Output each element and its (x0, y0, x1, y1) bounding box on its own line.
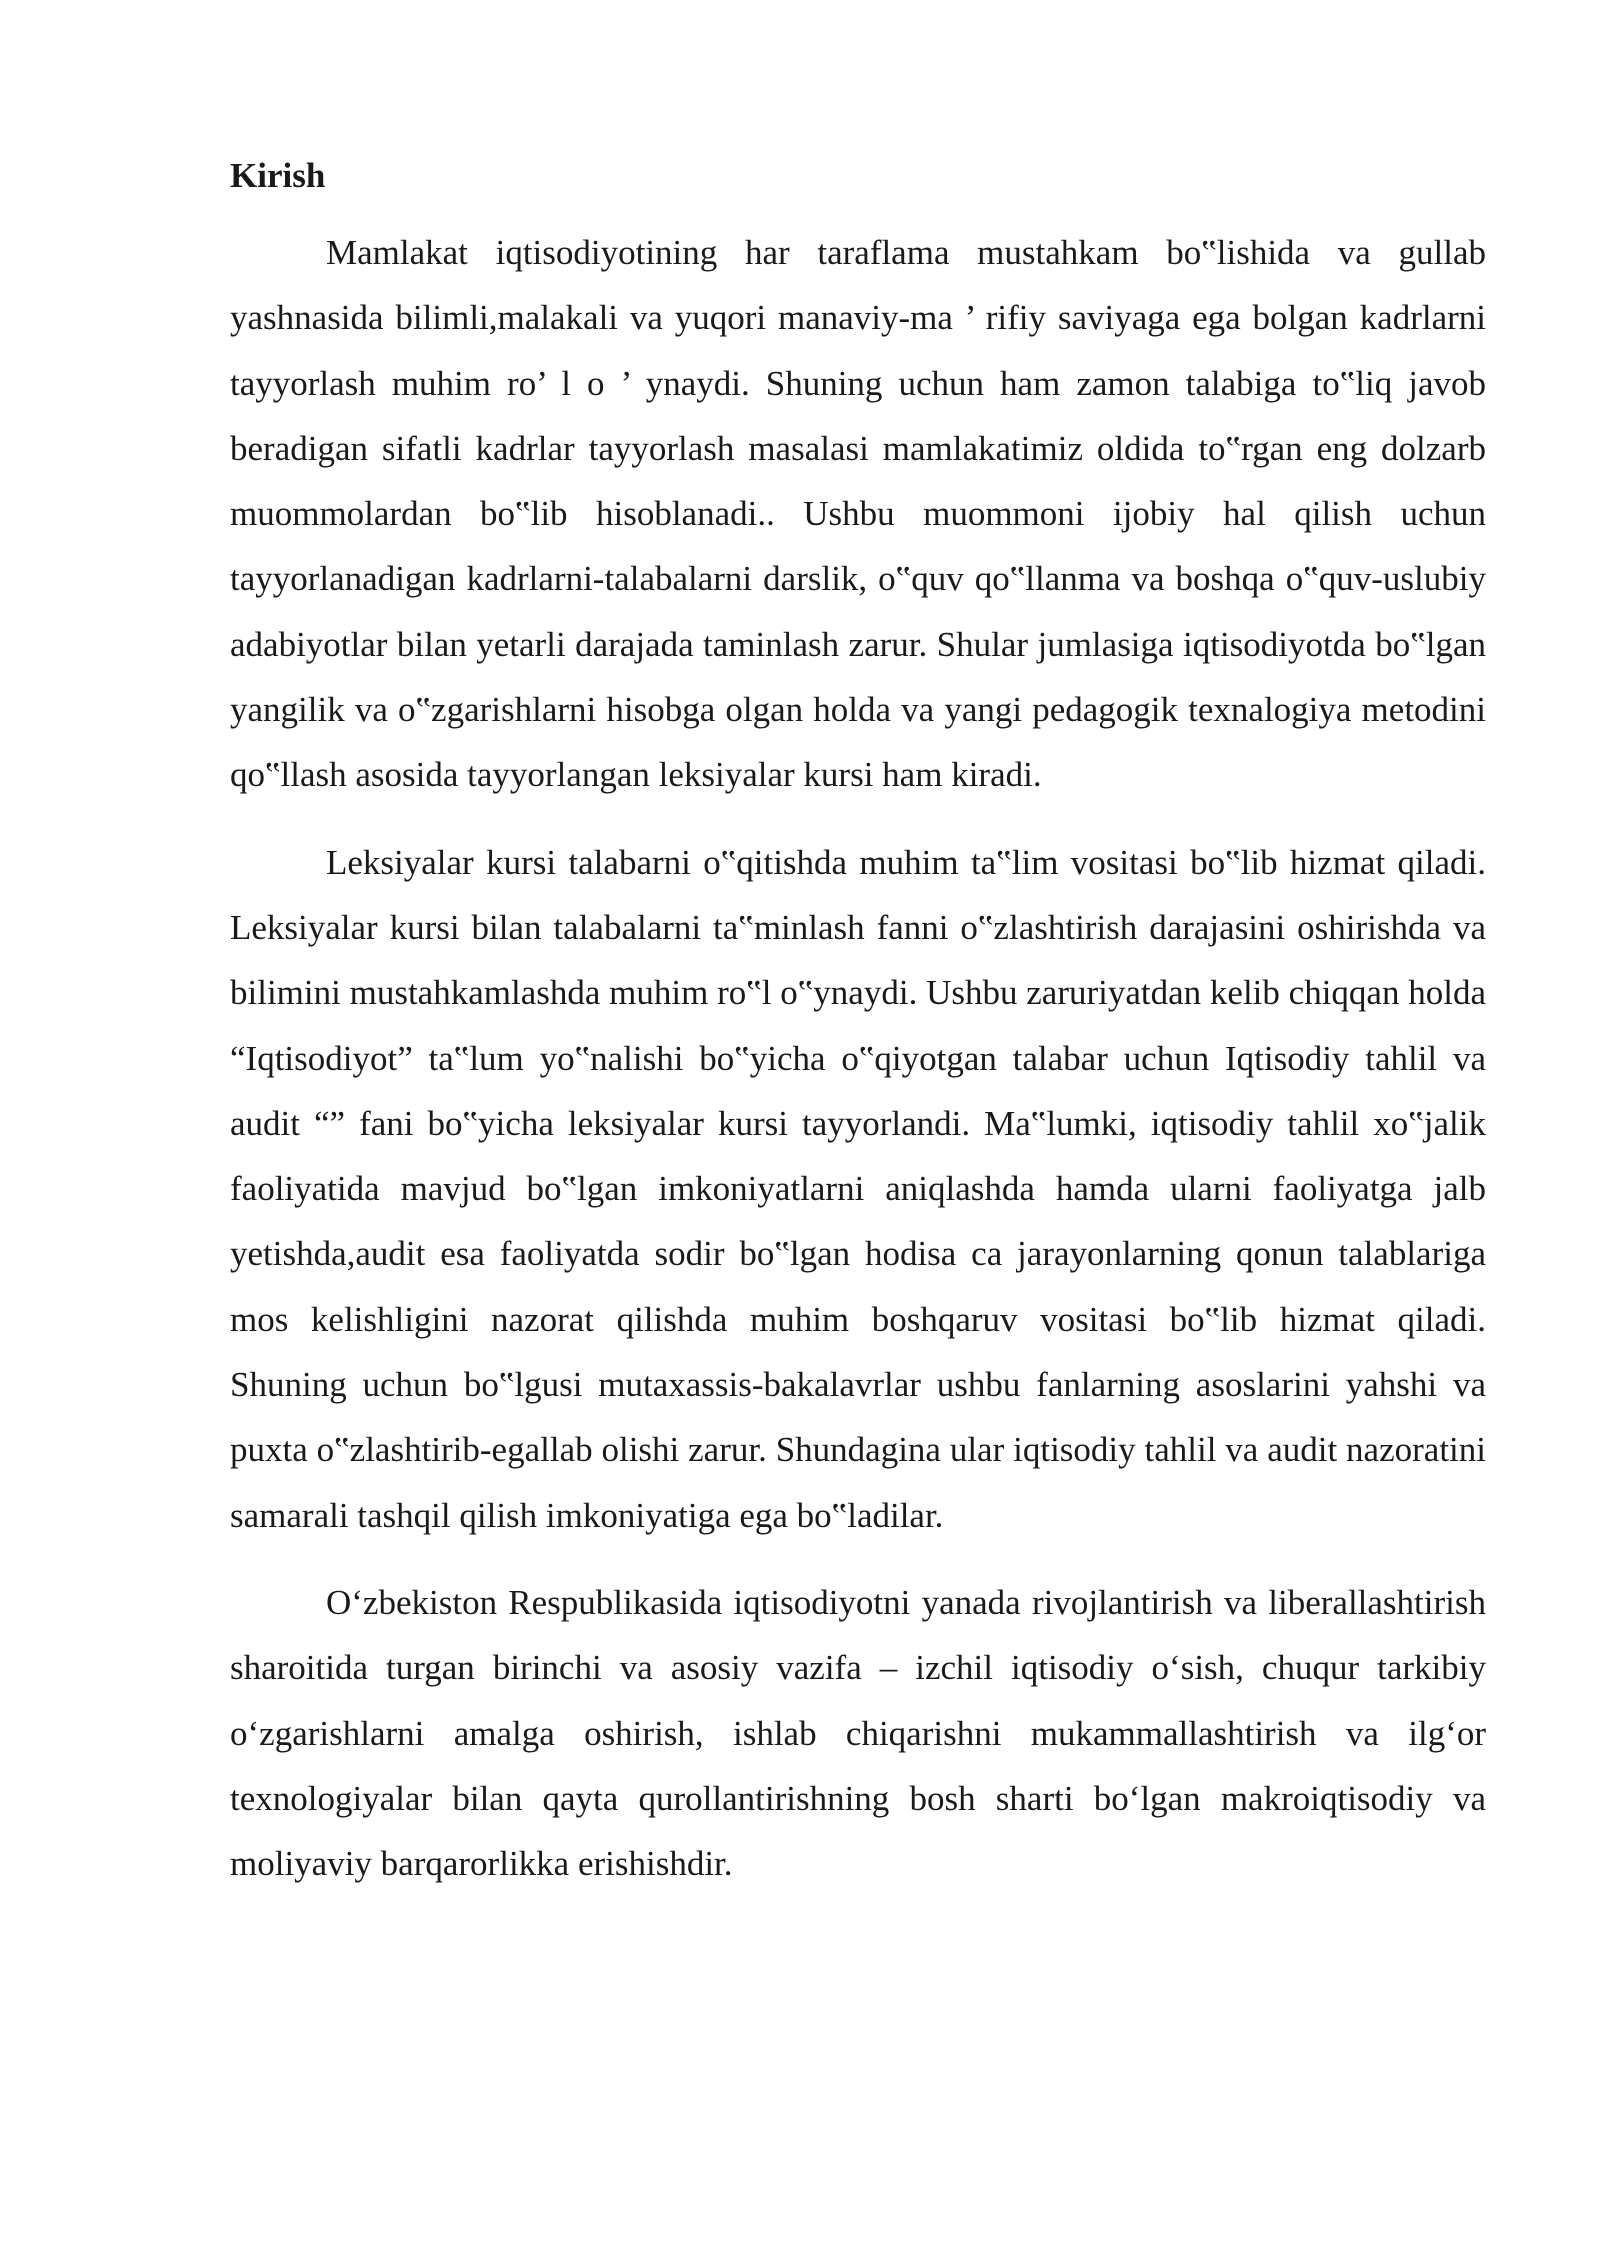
paragraph-3: O‘zbekiston Respublikasida iqtisodiyotni yanada rivojlantirish va liberallashtirish sharoitida turgan birinchi va asosiy vazifa – izchil iqtisodiy o‘sish, chuqur tarkibiy o‘zgarishlarni amalga oshirish, ishlab chiqarishni mukammallashtirish va ilg‘or texnologiyalar bilan qayta qurollantirishning bosh sharti bo‘lgan makroiqtisodiy va moliyaviy barqarorlikka erishishdir. (230, 1582, 1486, 1884)
document-body (230, 148, 1486, 1918)
paragraph-1: Mamlakat iqtisodiyotining har taraflama mustahkam bo‟lishida va gullab yashnasida bilimli,malakali va yuqori manaviy-ma ’ rifiy saviyaga ega bolgan kadrlarni tayyorlash muhim ro’ l o ’ ynaydi. Shuning uchun ham zamon talabiga to‟liq javob beradigan sifatli kadrlar tayyorlash masalasi mamlakatimiz oldida to‟rgan eng dolzarb muommolardan bo‟lib hisoblanadi.. Ushbu muommoni ijobiy hal qilish uchun tayyorlanadigan kadrlarni-talabalarni darslik, o‟quv qo‟llanma va boshqa o‟quv-uslubiy adabiyotlar bilan yetarli darajada taminlash zarur. Shular jumlasiga iqtisodiyotda bo‟lgan yangilik va o‟zgarishlarni hisobga olgan holda va yangi pedagogik texnalogiya metodini qo‟llash asosida tayyorlangan leksiyalar kursi ham kiradi. (230, 233, 1486, 795)
section-heading: Kirish (230, 156, 326, 195)
paragraph-2: Leksiyalar kursi talabarni o‟qitishda muhim ta‟lim vositasi bo‟lib hizmat qiladi. Leksiyalar kursi bilan talabalarni ta‟minlash fanni o‟zlashtirish darajasini oshirishda va bilimini mustahkamlashda muhim ro‟l o‟ynaydi. Ushbu zaruriyatdan kelib chiqqan holda “Iqtisodiyot” ta‟lum yo‟nalishi bo‟yicha o‟qiyotgan talabar uchun Iqtisodiy tahlil va audit “” fani bo‟yicha leksiyalar kursi tayyorlandi. Ma‟lumki, iqtisodiy tahlil xo‟jalik faoliyatida mavjud bo‟lgan imkoniyatlarni aniqlashda hamda ularni faoliyatga jalb yetishda,audit esa faoliyatda sodir bo‟lgan hodisa ca jarayonlarning qonun talablariga mos kelishligini nazorat qilishda muhim boshqaruv vositasi bo‟lib hizmat qiladi. Shuning uchun bo‟lgusi mutaxassis-bakalavrlar ushbu fanlarning asoslarini yahshi va puxta o‟zlashtirib-egallab olishi zarur. Shundagina ular iqtisodiy tahlil va audit nazoratini samarali tashqil qilish imkoniyatiga ega bo‟ladilar. (230, 842, 1486, 1535)
